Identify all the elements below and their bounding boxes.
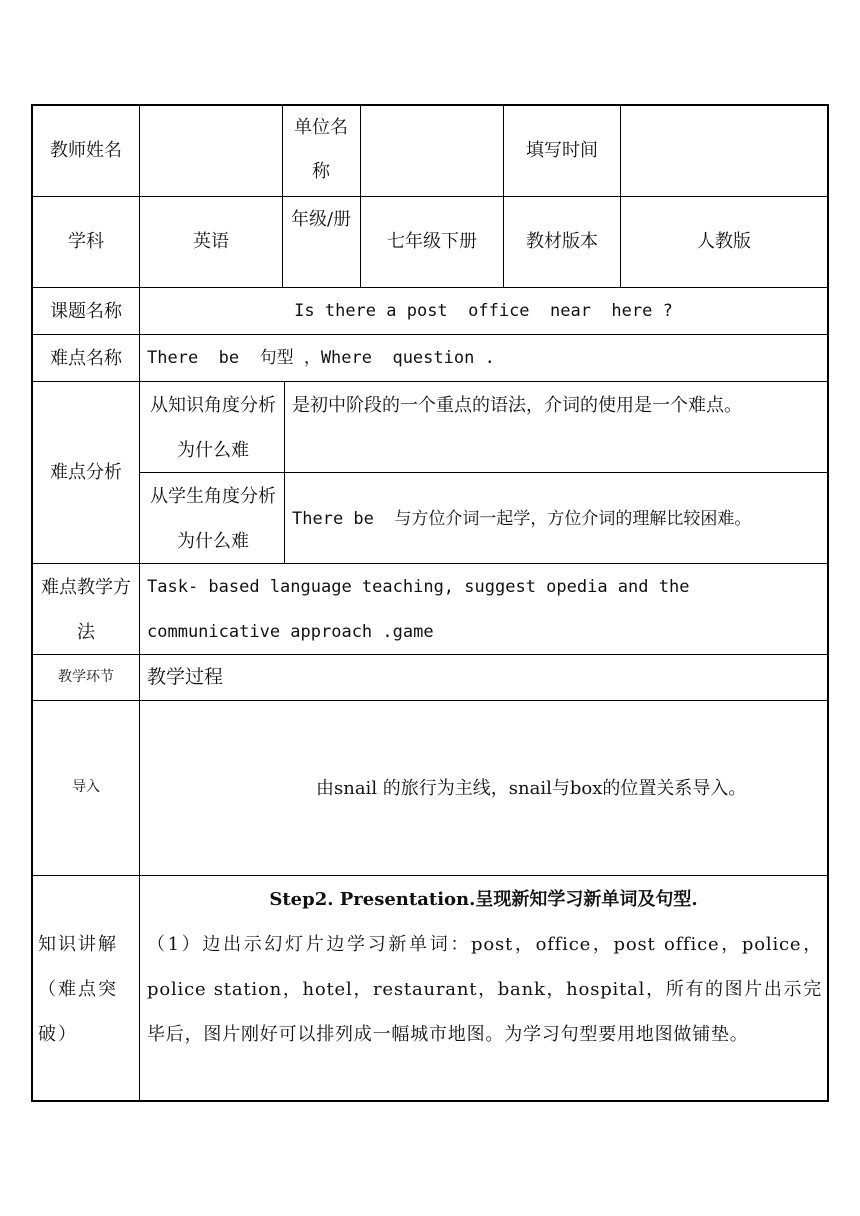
subject-value: 英语	[193, 231, 229, 252]
difficulty-value: There be 句型 ，Where question .	[147, 348, 495, 368]
analysis-label: 难点分析	[50, 462, 122, 483]
method-label: 难点教学方法	[41, 577, 131, 643]
student-angle-text	[292, 496, 827, 542]
topic-label: 课题名称	[50, 301, 122, 322]
student-angle-content: There be 与方位介词一起学，方位介词的理解比较困难。	[292, 509, 752, 529]
knowledge-step: Step2. Presentation.呈现新知学习新单词及句型.	[269, 889, 698, 910]
unit-name-label: 单位名称	[294, 117, 348, 182]
process-label: 教学过程	[147, 666, 224, 688]
process-stage-label: 教学环节	[58, 669, 114, 685]
method-text: Task- based language teaching, suggest opedia and the communicative approach .game	[147, 577, 690, 642]
intro-label: 导入	[72, 779, 100, 795]
teacher-name-label: 教师姓名	[50, 140, 122, 161]
fill-time-label: 填写时间	[526, 140, 598, 161]
grade-label: 年级/册	[290, 209, 352, 230]
knowledge-angle-label: 从知识角度分析为什么难	[150, 395, 276, 461]
knowledge-label: 知识讲解（难点突破）	[38, 934, 118, 1045]
topic-value: Is there a post office near here ?	[294, 301, 673, 321]
grade-value: 七年级下册	[387, 231, 477, 252]
knowledge-angle-text: 是初中阶段的一个重点的语法，介词的使用是一个难点。	[292, 395, 742, 416]
subject-label: 学科	[68, 231, 104, 252]
student-angle-label: 从学生角度分析为什么难	[150, 486, 276, 552]
intro-text: 由snail 的旅行为主线，snail与box的位置关系导入。	[316, 778, 747, 799]
textbook-label: 教材版本	[526, 231, 598, 252]
difficulty-label: 难点名称	[50, 348, 122, 369]
knowledge-text: （1）边出示幻灯片边学习新单词：post，office，post office，police，police station，hotel，restaurant，bank，hospital，所有的图片出示完毕后，图片刚好可以排列成一幅城市地图。为学习句型要用地图做铺垫。	[147, 934, 822, 1045]
textbook-value: 人教版	[697, 231, 751, 252]
